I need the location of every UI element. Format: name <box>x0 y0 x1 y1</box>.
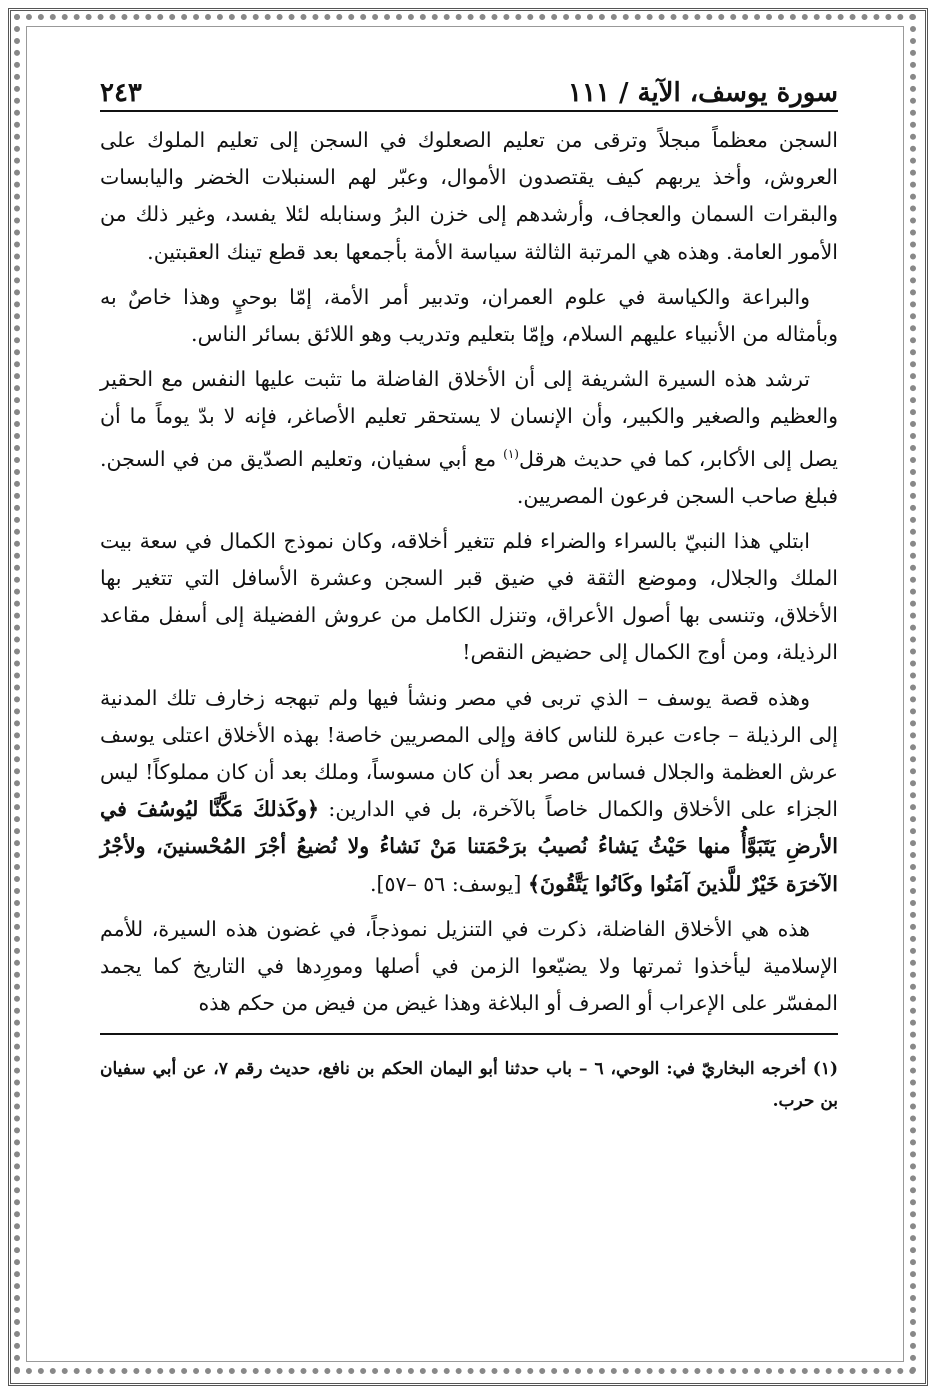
quran-verse: ﴿وكَذلكَ مَكَّنَّا ليُوسُفَ في الأرضِ يَتَبَوَّأُ منها حَيْثُ يَشاءُ نُصيبُ برَحْمَتنا مَنْ نَشاءُ ولا نُضيعُ أجْرَ المُحْسنينَ، ولأجْرُ الآخرَة خَيْرٌ للَّذينَ آمَنُوا وكَانُوا يَتَّقُونَ﴾ <box>100 797 838 896</box>
page-header <box>100 60 838 112</box>
running-title: سورة يوسف، الآية / ١١١ <box>568 78 838 108</box>
paragraph-6: هذه هي الأخلاق الفاضلة، ذكرت في التنزيل نموذجاً، في غضون هذه السيرة، للأمم الإسلامية ليأخذوا ثمرتها ولا يضيّعوا الزمن في أصلها ومورِدها في التاريخ كما يجمد المفسّر على الإعراب أو الصرف أو البلاغة وهذا غيض من فيض من حكم هذه <box>100 916 838 1016</box>
paragraph-3-text: ترشد هذه السيرة الشريفة إلى أن الأخلاق الفاضلة ما تثبت عليها النفس مع الحقير والعظيم والصغير والكبير، وأن الإنسان لا يستحقر تعليم الأصاغر، فإنه لا بدّ يوماً ما أن يصل إلى الأكابر، كما في حديث هرقل <box>100 367 839 471</box>
footnote-1: (١) أخرجه البخاريّ في: الوحي، ٦ – باب حدثنا أبو اليمان الحكم بن نافع، حديث رقم ٧، عن أبي سفيان بن حرب. <box>100 1058 838 1111</box>
book-page <box>100 60 838 1350</box>
paragraph-1: السجن معظماً مبجلاً وترقى من تعليم الصعلوك في السجن إلى تعليم الملوك على العروش، وأخذ يربهم كيف يقتصدون الأموال، وعبّر لهم السنبلات الخضر واليابسات والبقرات السمان والعجاف، وأرشدهم إلى خزن البرُ وسنابله لئلا يفسد، وغير ذلك من الأمور العامة. وهذه هي المرتبة الثالثة سياسة الأمة بأجمعها بعد قطع تينك العقبتين. <box>100 128 838 264</box>
paragraph-4: ابتلي هذا النبيّ بالسراء والضراء فلم تتغير أخلاقه، وكان نموذج الكمال في سعة بيت الملك والجلال، وموضع الثقة في ضيق قبر السجن وعشرة الأسافل التي تتغير بها الأخلاق، وتنسى بها أصول الأعراق، وتنزل الكامل من عروش الفضيلة إلى أسفل مقاعد الرذيلة، ومن أوج الكمال إلى حضيض النقص! <box>100 528 838 665</box>
paragraph-5-text: وهذه قصة يوسف – الذي تربى في مصر ونشأ فيها ولم تبهجه زخارف تلك المدنية إلى الرذيلة – جاءت عبرة للناس كافة وإلى المصريين خاصة! بهذه الأخلاق اعتلى يوسف عرش العظمة والجلال فساس مصر بعد أن كان مسوساً، وملك بعد أن كان مملوكاً! ليس الجزاء على الأخلاق والكمال خاصاً بالآخرة، بل في الدارين: <box>100 685 838 822</box>
paragraph-3 <box>100 361 838 515</box>
page-number: ٢٤٣ <box>100 78 142 108</box>
footnote-separator <box>100 1033 838 1035</box>
footnotes <box>100 1053 838 1117</box>
quran-reference: [يوسف: ٥٦ –٥٧]. <box>369 871 528 896</box>
paragraph-3-tail: مع أبي سفيان، وتعليم الصدّيق من في السجن. فبلغ صاحب السجن فرعون المصريين. <box>100 446 838 508</box>
paragraph-2: والبراعة والكياسة في علوم العمران، وتدبير أمر الأمة، إمّا بوحيٍ وهذا خاصٌ به وبأمثاله من الأنبياء عليهم السلام، وإمّا بتعليم وتدريب وهو اللائق بسائر الناس. <box>100 284 838 347</box>
footnote-ref: (١) <box>503 446 519 461</box>
body-text <box>100 122 838 1023</box>
paragraph-5 <box>100 680 838 903</box>
